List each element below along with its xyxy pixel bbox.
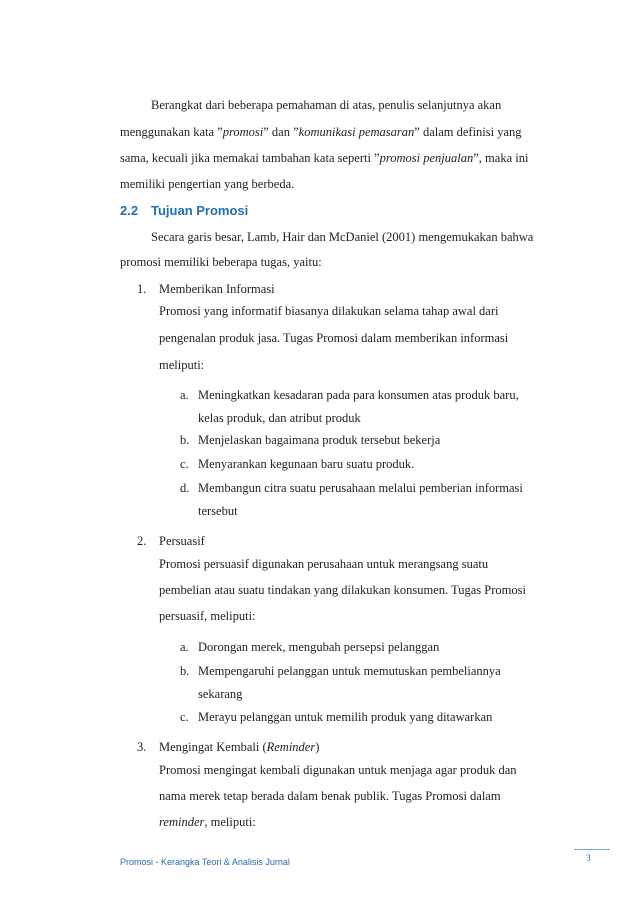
intro-line-3 [120,150,528,166]
intro-line-2 [120,124,522,140]
list-item-desc-line: persuasif, meliputi: [159,609,256,623]
list-item-desc-line: pengenalan produk jasa. Tugas Promosi dalam memberikan informasi [159,331,509,345]
intro-line-4: memiliki pengertian yang berbeda. [120,177,295,191]
sub-item-text: Merayu pelanggan untuk memilih produk yang ditawarkan [198,710,493,724]
term-reminder: Reminder [266,740,316,754]
term-reminder: reminder [159,815,205,829]
section-heading [120,203,248,219]
list-item-desc-line: meliputi: [159,358,205,372]
list-item-title-text: Mengingat Kembali ( [159,740,267,754]
sub-item-text: Meningkatkan kesadaran pada para konsumen atas produk baru, [198,388,519,402]
intro-text: ”, maka ini [473,151,529,165]
list-item-title [159,739,319,755]
sub-item-letter: b. [180,433,190,447]
sub-item-text: tersebut [198,504,238,518]
list-item-desc-line: Promosi yang informatif biasanya dilakukan selama tahap awal dari [159,304,499,318]
sub-item-letter: c. [180,457,189,471]
list-item-title: Memberikan Informasi [159,282,275,296]
sub-item-letter: d. [180,481,190,495]
list-item-number: 2. [137,534,147,548]
section-number: 2.2 [120,203,139,218]
list-item-desc-line: pembelian atau suatu tindakan yang dilakukan konsumen. Tugas Promosi [159,583,526,597]
intro-text: menggunakan kata ” [120,125,223,139]
section-para-line-1: Secara garis besar, Lamb, Hair dan McDaniel (2001) mengemukakan bahwa [151,230,534,244]
list-item-title: Persuasif [159,534,205,548]
sub-item-letter: a. [180,640,189,654]
sub-item-text: kelas produk, dan atribut produk [198,411,361,425]
page-number: 3 [586,854,591,864]
section-para-line-2: promosi memiliki beberapa tugas, yaitu: [120,255,322,269]
sub-item-text: Mempengaruhi pelanggan untuk memutuskan pembeliannya [198,664,501,678]
footer-title: Promosi - Kerangka Teori & Analisis Jurnal [120,857,290,867]
sub-item-text: Membangun citra suatu perusahaan melalui pemberian informasi [198,481,523,495]
list-item-desc-line [159,814,256,830]
sub-item-letter: a. [180,388,189,402]
sub-item-text: sekarang [198,687,243,701]
list-item-number: 3. [137,740,147,754]
term-komunikasi-pemasaran: komunikasi pemasaran [298,125,415,139]
sub-item-text: Menjelaskan bagaimana produk tersebut bekerja [198,433,441,447]
intro-text: sama, kecuali jika memakai tambahan kata seperti ” [120,151,380,165]
list-item-title-text: ) [315,740,320,754]
sub-item-letter: b. [180,664,190,678]
intro-text: ” dalam definisi yang [414,125,522,139]
term-promosi-penjualan: promosi penjualan [379,151,474,165]
sub-item-text: Dorongan merek, mengubah persepsi pelanggan [198,640,440,654]
term-promosi: promosi [222,125,264,139]
intro-line-1: Berangkat dari beberapa pemahaman di atas, penulis selanjutnya akan [151,98,502,112]
list-item-desc-line: Promosi persuasif digunakan perusahaan untuk merangsang suatu [159,557,489,571]
sub-item-text: Menyarankan kegunaan baru suatu produk. [198,457,415,471]
list-item-desc-text: , meliputi: [204,815,256,829]
intro-text: ” dan ” [263,125,299,139]
section-title: Tujuan Promosi [151,203,249,218]
page-number-rule [574,849,610,850]
list-item-number: 1. [137,282,147,296]
sub-item-letter: c. [180,710,189,724]
list-item-desc-line: Promosi mengingat kembali digunakan untuk menjaga agar produk dan [159,763,517,777]
list-item-desc-line: nama merek tetap berada dalam benak publik. Tugas Promosi dalam [159,789,501,803]
